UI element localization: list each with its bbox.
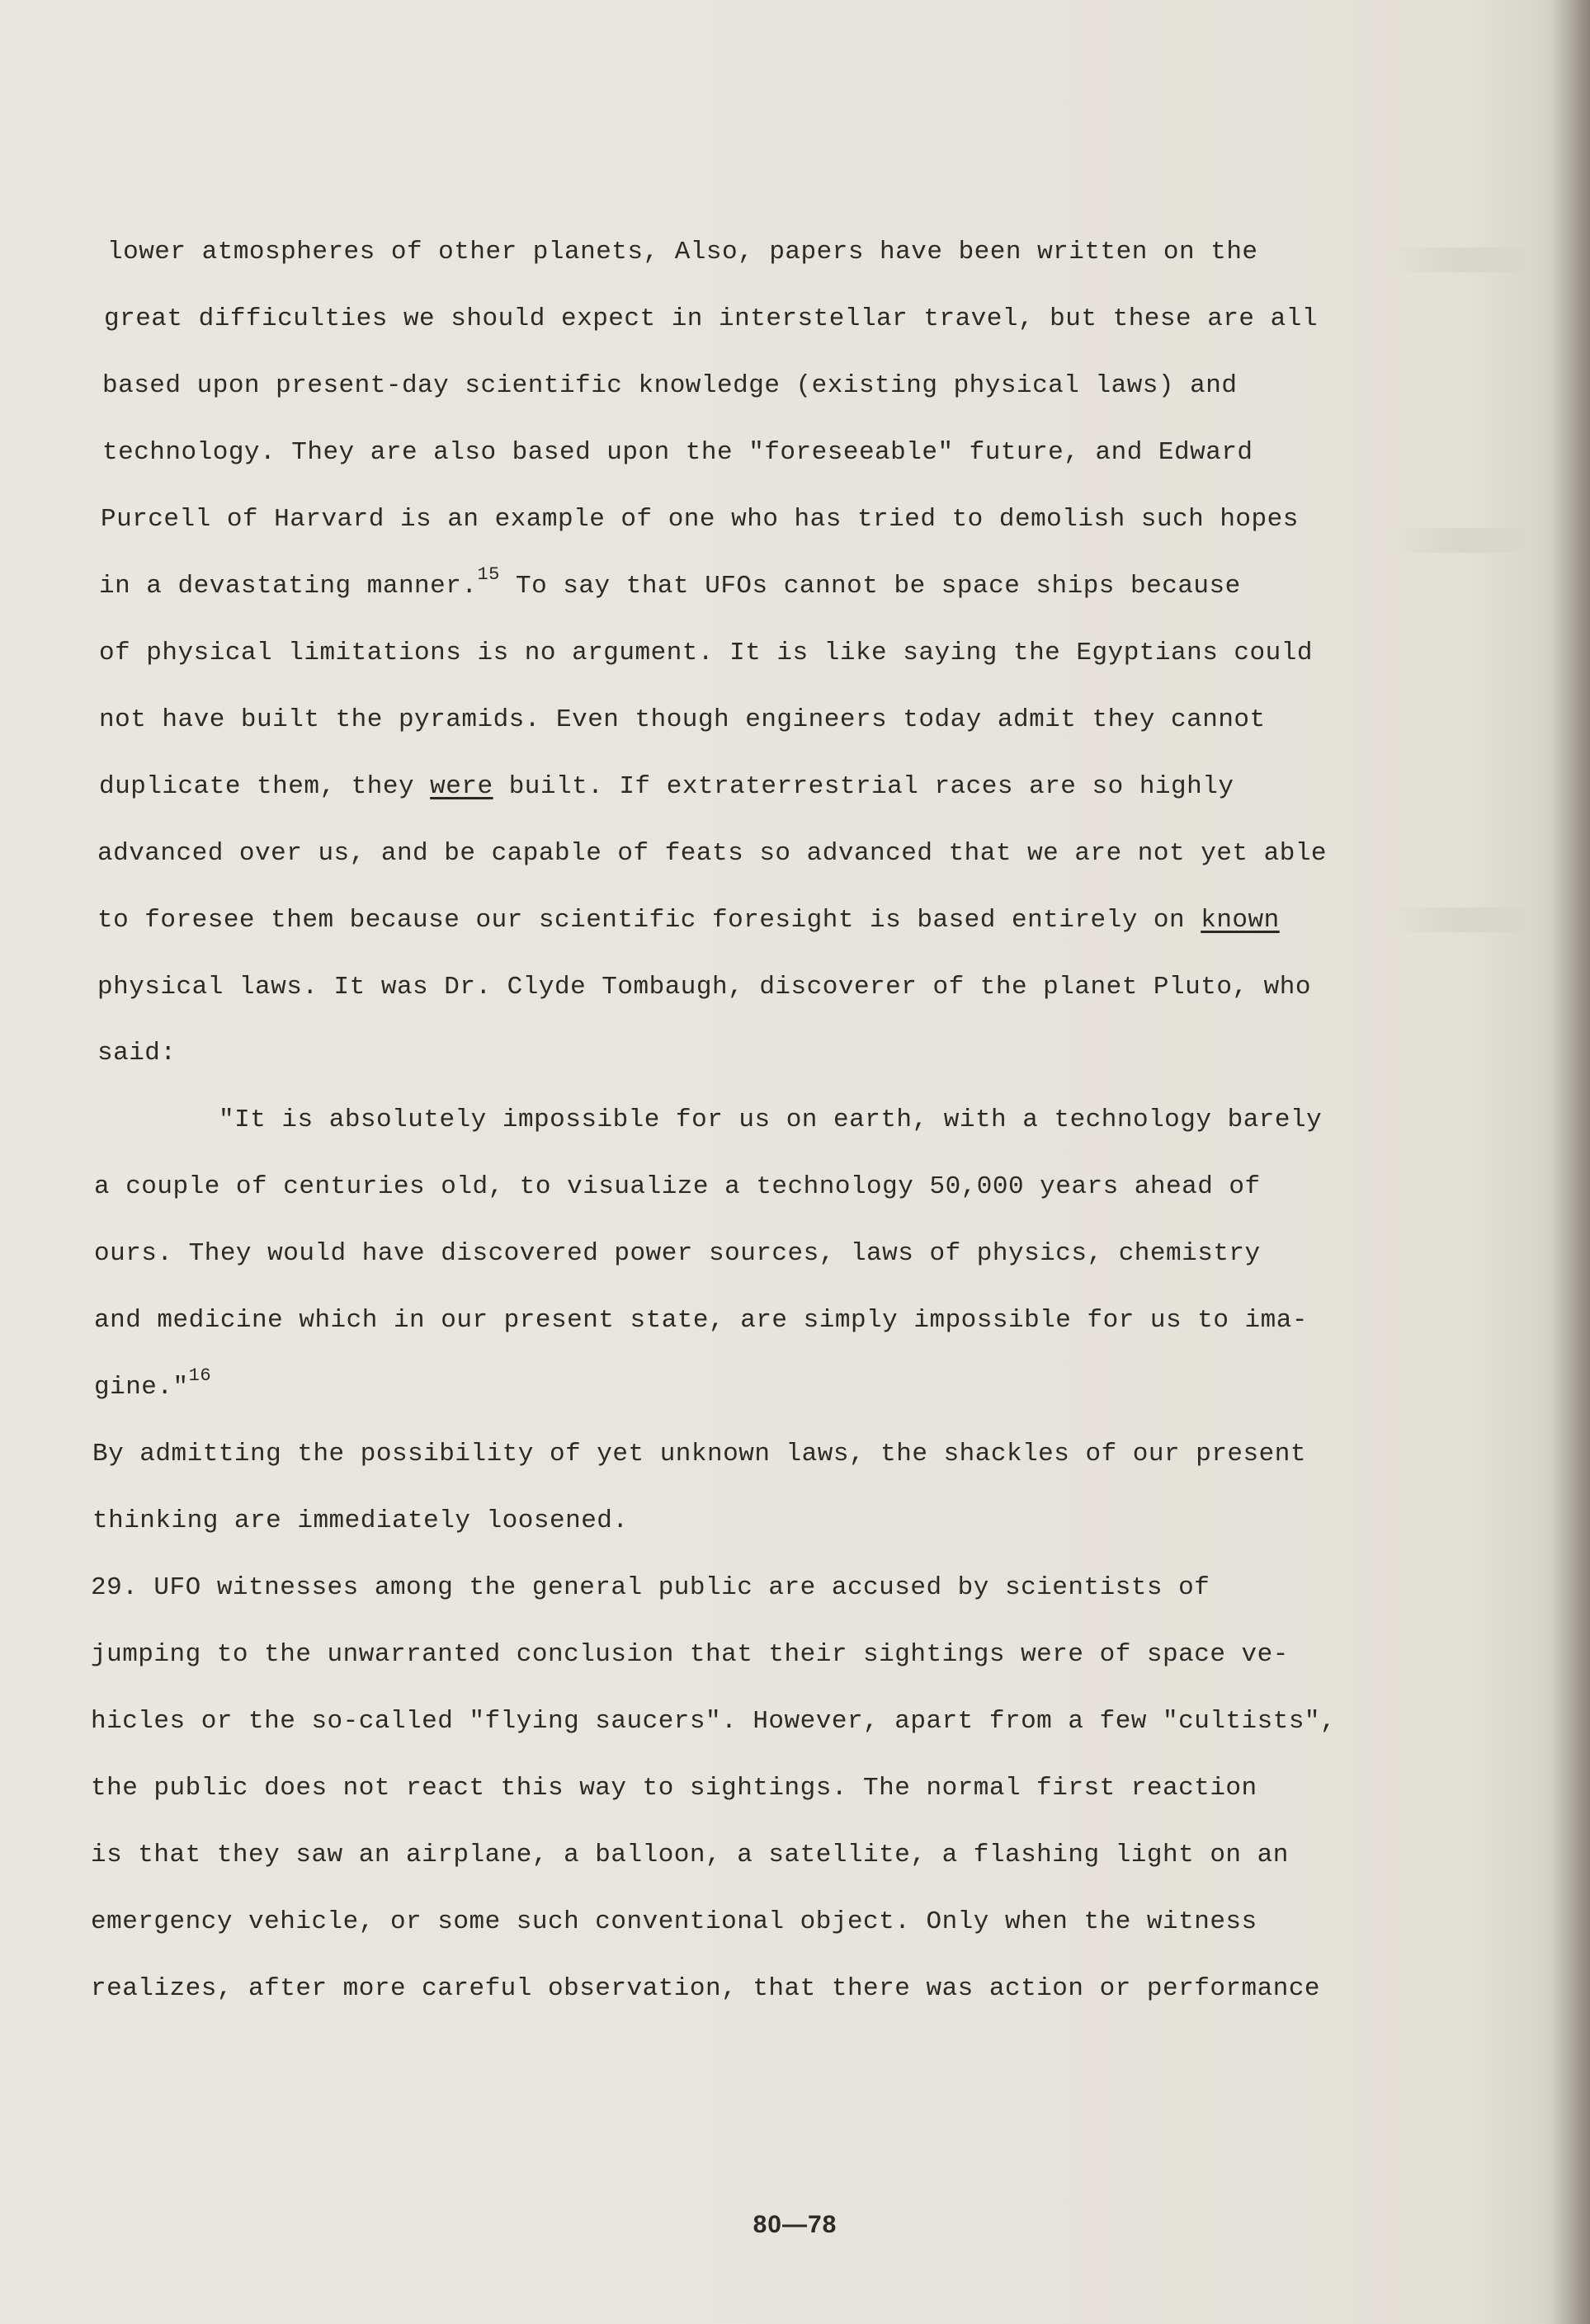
text-line: great difficulties we should expect in interstellar travel, but these are all	[104, 304, 1318, 333]
text-line	[99, 771, 1234, 804]
text-line: Purcell of Harvard is an example of one who has tried to demolish such hopes	[101, 505, 1299, 534]
text-line: is that they saw an airplane, a balloon, a satellite, a flashing light on an	[91, 1841, 1289, 1869]
quote-line: ours. They would have discovered power sources, laws of physics, chemistry	[94, 1239, 1261, 1268]
text-line: By admitting the possibility of yet unknown laws, the shackles of our present	[92, 1440, 1306, 1468]
text-line: based upon present-day scientific knowledge (existing physical laws) and	[102, 371, 1238, 400]
paragraph-29-line: 29. UFO witnesses among the general public are accused by scientists of	[91, 1573, 1210, 1602]
text-line: of physical limitations is no argument. It is like saying the Egyptians could	[99, 639, 1313, 667]
bleed-through-mark	[1390, 528, 1531, 553]
bleed-through-mark	[1390, 247, 1531, 272]
text-line: jumping to the unwarranted conclusion that their sightings were of space ve-	[91, 1640, 1289, 1669]
text-run: built. If extraterrestrial races are so highly	[493, 772, 1234, 801]
text-line: said:	[97, 1039, 177, 1068]
quote-line: and medicine which in our present state, are simply impossible for us to ima-	[94, 1306, 1308, 1335]
quote-line: "It is absolutely impossible for us on earth, with a technology barely	[219, 1105, 1323, 1134]
quote-line: a couple of centuries old, to visualize a technology 50,000 years ahead of	[94, 1172, 1261, 1201]
text-line: physical laws. It was Dr. Clyde Tombaugh, discoverer of the planet Pluto, who	[97, 973, 1311, 1002]
text-line	[97, 904, 1280, 937]
text-line: thinking are immediately loosened.	[92, 1506, 629, 1535]
text-line: the public does not react this way to sightings. The normal first reaction	[91, 1774, 1257, 1803]
footnote-marker: 15	[477, 564, 500, 585]
underlined-word: were	[430, 772, 493, 801]
bleed-through-mark	[1390, 907, 1531, 932]
text-line: emergency vehicle, or some such conventional object. Only when the witness	[91, 1907, 1257, 1936]
text-line	[99, 564, 1241, 603]
text-line: advanced over us, and be capable of feats so advanced that we are not yet able	[97, 839, 1328, 868]
text-line: lower atmospheres of other planets, Also, papers have been written on the	[107, 238, 1258, 266]
text-line: technology. They are also based upon the "foreseeable" future, and Edward	[102, 438, 1253, 467]
underlined-word: known	[1201, 906, 1280, 935]
footnote-marker: 16	[188, 1365, 212, 1386]
book-spine-shadow	[1552, 0, 1590, 2324]
text-line: not have built the pyramids. Even though engineers today admit they cannot	[99, 705, 1266, 734]
text-run: in a devastating manner.	[99, 572, 478, 601]
text-line: hicles or the so-called "flying saucers". However, apart from a few "cultists",	[91, 1707, 1337, 1736]
page-number: 80—78	[753, 2211, 837, 2238]
quote-line	[94, 1365, 212, 1404]
text-run: To say that UFOs cannot be space ships because	[499, 572, 1241, 601]
text-run: gine."	[94, 1373, 189, 1402]
text-line: realizes, after more careful observation, that there was action or performance	[91, 1974, 1321, 2003]
text-run: duplicate them, they	[99, 772, 431, 801]
text-run: to foresee them because our scientific foresight is based entirely on	[97, 906, 1201, 935]
